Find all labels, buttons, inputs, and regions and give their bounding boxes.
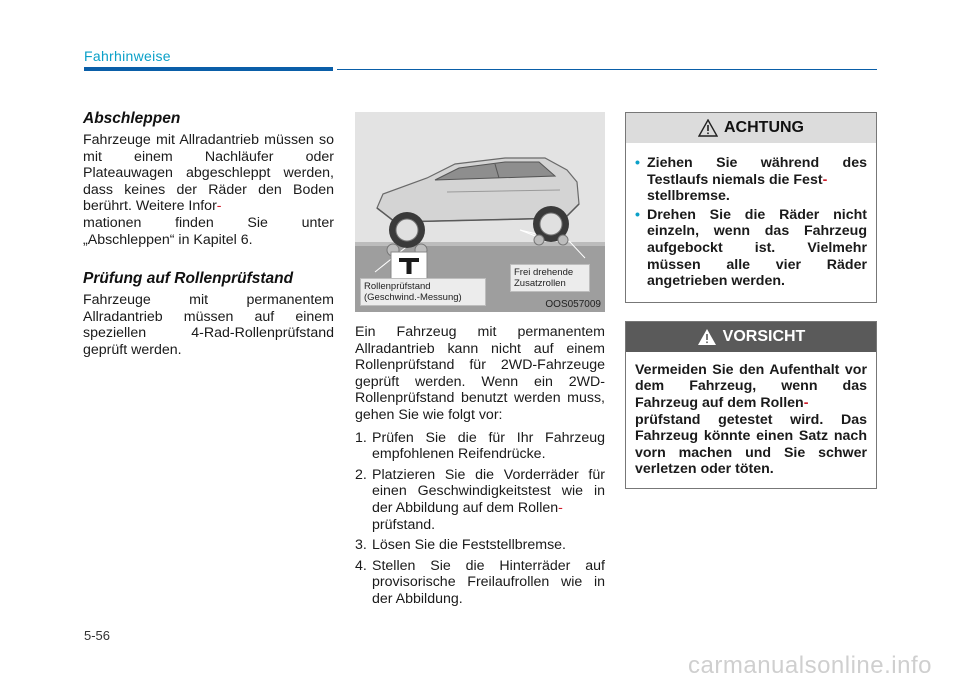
heading-abschleppen: Abschleppen (83, 110, 181, 127)
warning-text: Ziehen Sie während des Testlaufs niemals die Fest (647, 155, 867, 188)
step-number: 2. (355, 466, 367, 483)
list-item (355, 467, 605, 533)
step-text: prüfstand. (372, 516, 436, 533)
paragraph-abschleppen (83, 132, 334, 248)
hyphen-mark: - (803, 394, 809, 411)
step-number: 4. (355, 557, 367, 574)
step-text: Prüfen Sie die für Ihr Fahrzeug empfohlenen Reifendrücke. (372, 429, 605, 463)
column-right (625, 112, 877, 507)
warning-text: stellbremse. (647, 188, 730, 205)
bullet-icon: • (635, 206, 640, 223)
page-number: 5-56 (84, 628, 111, 643)
list-item (635, 207, 867, 290)
vorsicht-header (626, 322, 876, 352)
step-text: Stellen Sie die Hinterräder auf provisorische Freilaufrollen wie in der Abbildung. (372, 557, 605, 607)
vorsicht-body (626, 352, 876, 488)
achtung-title: ACHTUNG (724, 119, 804, 136)
step-text: Platzieren Sie die Vorderräder für einen Geschwindigkeitstest wie in der Abbildung auf dem Rollen (372, 466, 605, 516)
hyphen-mark: - (216, 198, 222, 215)
warning-text: Drehen Sie die Räder nicht einzeln, wenn das Fahrzeug aufgebockt ist. Vielmehr müssen alle vier Räder angetrieben werden. (647, 206, 867, 290)
hyphen-mark: - (558, 499, 563, 516)
achtung-body (626, 143, 876, 302)
achtung-header (626, 113, 876, 143)
caution-text: prüfstand getestet wird. Das Fahrzeug könnte einen Satz nach vorn machen und Sie schwer verletzen oder töten. (635, 411, 867, 478)
list-item (355, 537, 605, 554)
watermark: carmanualsonline.info (688, 652, 932, 679)
list-item (355, 558, 605, 608)
vorsicht-title: VORSICHT (722, 327, 806, 345)
vorsicht-box (625, 321, 877, 489)
column-middle (355, 112, 605, 612)
label-dynamometer: Rollenprüfstand (Geschwind.-Messung) (360, 278, 486, 306)
paragraph-rollenpruefstand: Fahrzeuge mit permanentem Allradantrieb müssen auf einem speziellen 4-Rad-Rollenprüfstand geprüft werden. (83, 292, 334, 358)
procedure-steps (355, 430, 605, 608)
column-left (83, 110, 334, 359)
list-item (635, 155, 867, 205)
figure-code: OOS057009 (545, 299, 601, 310)
header-rule-bold (84, 67, 333, 71)
paragraph-intro: Ein Fahrzeug mit permanentem Allradantrieb kann nicht auf einem Rollenprüfstand für 2WD-Fahrzeuge geprüft werden. Wenn ein 2WD-Rollenprüfstand benutzt werden muss, gehen Sie wie folgt vor: (355, 324, 605, 423)
heading-rollenpruefstand: Prüfung auf Rollenprüfstand (83, 270, 294, 288)
paragraph-text: Fahrzeuge mit Allradantrieb müssen so mit einem Nachläufer oder Plateauwagen abgeschleppt werden, dass keines der Räder den Boden berührt. Weitere Infor (83, 132, 334, 215)
achtung-box (625, 112, 877, 303)
warning-filled-icon (697, 328, 717, 346)
vorsicht-text (635, 362, 867, 478)
dynamometer-figure (355, 112, 605, 312)
hyphen-mark: - (822, 171, 828, 188)
caution-text: Vermeiden Sie den Aufenthalt vor dem Fahrzeug, wenn das Fahrzeug auf dem Rollen (635, 361, 867, 411)
list-item (355, 430, 605, 463)
step-text: Lösen Sie die Feststellbremse. (372, 537, 566, 554)
bullet-icon: • (635, 155, 640, 171)
step-number: 3. (355, 537, 367, 554)
header-rule-thin (337, 69, 877, 70)
label-free-rollers: Frei drehende Zusatzrollen (510, 264, 590, 292)
warning-outline-icon (698, 119, 718, 137)
section-title: Fahrhinweise (84, 48, 171, 64)
step-number: 1. (355, 429, 367, 446)
paragraph-text: mationen finden Sie unter „Abschleppen“ in Kapitel 6. (83, 214, 334, 248)
